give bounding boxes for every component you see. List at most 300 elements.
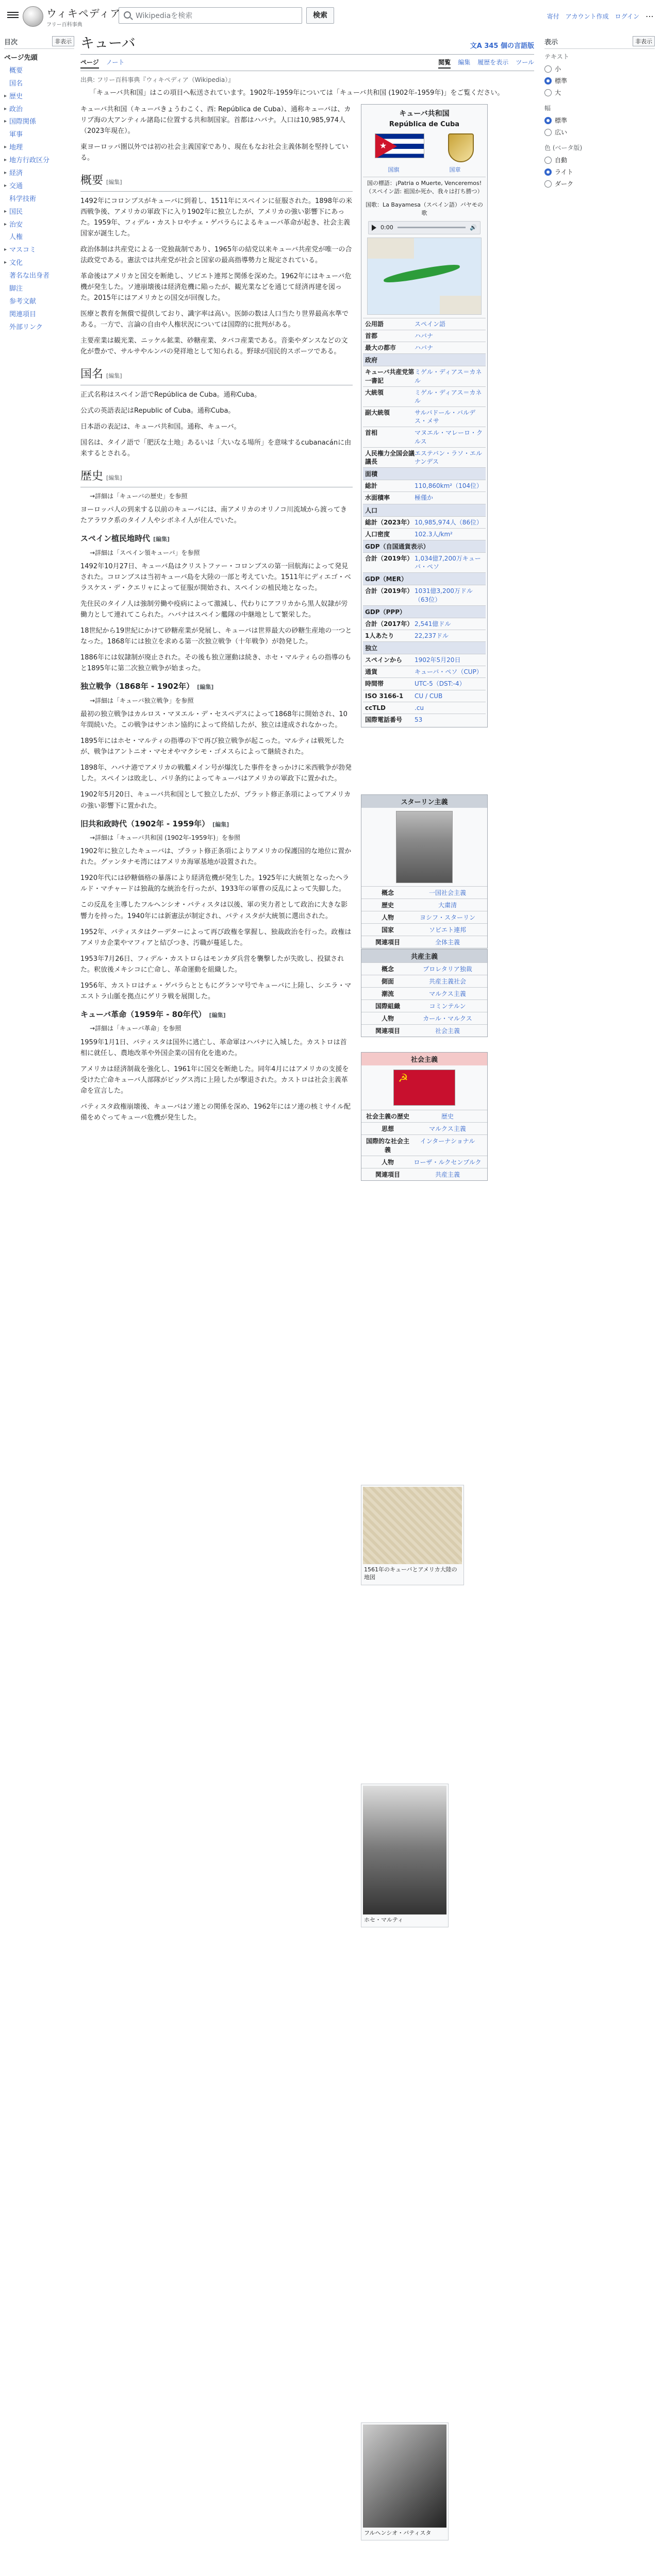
infobox-row (363, 666, 486, 677)
infobox-value[interactable]: 2,541億ドル (415, 620, 451, 628)
infobox-section-header: GDP（MER） (363, 572, 486, 585)
toc-item[interactable] (4, 104, 74, 116)
infobox-value[interactable]: エステバン・ラソ・エルナンデス (415, 449, 483, 466)
width-label: 幅 (544, 105, 551, 112)
radio-button[interactable] (544, 77, 552, 84)
infobox-value[interactable]: 10,985,974人（86位） (415, 518, 483, 526)
country-infobox (361, 104, 488, 727)
navbox-title: 共産主義 (361, 950, 487, 962)
chevron-down-icon[interactable]: ▸ (4, 260, 7, 266)
chevron-down-icon[interactable]: ▸ (4, 170, 7, 176)
hatnote: →詳細は「キューバの歴史」を参照 (90, 492, 188, 500)
infobox-key: スペインから (365, 656, 403, 664)
portrait-image[interactable] (363, 1786, 446, 1914)
red-flag-image[interactable] (393, 1070, 455, 1106)
toc-item-label[interactable]: 国名 (9, 79, 23, 88)
paragraph: 1956年、カストロはチェ・ゲバラらとともにグランマ号でキューバに上陸し、シエラ・マエストラ山脈を拠点にゲリラ戦を展開した。 (80, 981, 352, 1001)
appearance-hide-button[interactable]: 非表示 (633, 36, 655, 46)
infobox-key: 大統領 (365, 388, 384, 396)
subsection-heading (80, 818, 353, 830)
toc-item[interactable] (4, 91, 74, 104)
navbox-value[interactable]: マルクス主義 (429, 1125, 466, 1132)
radio-button[interactable] (544, 157, 552, 164)
navbox-value[interactable]: 一国社会主義 (428, 889, 466, 896)
toc-item-label[interactable]: 著名な出身者 (9, 272, 50, 280)
infobox-row (363, 342, 486, 353)
navbox-value[interactable]: マルクス主義 (429, 990, 466, 997)
article-body (80, 104, 353, 1123)
toc-item-label[interactable]: 治安 (9, 221, 23, 229)
main-menu-icon[interactable] (7, 10, 19, 20)
navbox-key: 社会主義の歴史 (366, 1112, 409, 1120)
radio-button[interactable] (544, 117, 552, 124)
page-title: キューバ (80, 36, 136, 52)
infobox-value[interactable]: マヌエル・マレーロ・クルス (415, 429, 483, 445)
infobox-key: 合計（2019年） (365, 554, 413, 562)
toc-item-label[interactable]: 地方行政区分 (9, 157, 50, 165)
radio-button[interactable] (544, 129, 552, 136)
paragraph: 主要産業は観光業、ニッケル鉱業、砂糖産業、タバコ産業である。音楽やダンスなどの文化が豊かで、サルサやルンバの発祥地として知られる。野球が国民的スポーツである。 (80, 337, 348, 356)
color-option[interactable] (544, 154, 655, 166)
paragraph: 1952年、バティスタはクーデターによって再び政権を掌握し、独裁政治を行った。政権はアメリカ企業やマフィアと結びつき、汚職が蔓延した。 (80, 928, 352, 947)
subsection-title: 独立戦争（1868年 - 1902年） (80, 682, 194, 691)
toc-item-label[interactable]: 軍事 (9, 131, 23, 139)
national-motto: 国の標語：¡Patria o Muerte, Venceremos!（スペイン語: 祖国か死か、我々は打ち勝つ） (363, 177, 486, 198)
infobox-row (363, 480, 486, 492)
translate-icon: 文A (470, 42, 485, 50)
navbox-title: 社会主義 (361, 1053, 487, 1065)
infobox-value[interactable]: キューバ・ペソ（CUP） (415, 668, 483, 676)
navbox-key: 関連項目 (375, 938, 400, 946)
toc-item[interactable] (4, 155, 74, 167)
edit-link[interactable]: [編集] (106, 372, 122, 380)
toc-item[interactable] (4, 180, 74, 193)
infobox-value[interactable]: CU / CUB (415, 692, 443, 700)
hatnote: →詳細は「キューバ共和国 (1902年-1959年)」を参照 (90, 834, 241, 841)
infobox-section-header: GDP（PPP） (363, 605, 486, 618)
edit-link[interactable]: [編集] (197, 684, 214, 691)
radio-label: 標準 (555, 117, 568, 124)
radio-button[interactable] (544, 180, 552, 188)
infobox-key: 合計（2019年） (365, 587, 413, 595)
navbox-key: 関連項目 (375, 1171, 400, 1178)
paragraph: 1886年には奴隷制が廃止された。その後も独立運動は続き、ホセ・マルティらの指導のもと1895年に第二次独立戦争が始まった。 (80, 654, 352, 673)
toc-item-label[interactable]: 交通 (9, 182, 23, 190)
navbox-row (361, 999, 487, 1012)
coat-of-arms-image[interactable] (448, 133, 474, 162)
create-account-link[interactable]: アカウント作成 (565, 13, 609, 20)
navbox-value[interactable]: インターナショナル (420, 1137, 475, 1145)
infobox-key: 1人あたり (365, 632, 394, 639)
infobox-value[interactable]: .cu (415, 704, 424, 711)
socialism-navbox (361, 1052, 488, 1181)
subsection-heading (80, 532, 353, 545)
source-line: 出典: フリー百科事典『ウィキペディア（Wikipedia）』 (80, 76, 235, 83)
toc-item[interactable] (4, 219, 74, 232)
language-button[interactable]: 文A 345 個の言語版 (470, 42, 534, 50)
toc-hide-button[interactable]: 非表示 (52, 36, 74, 46)
infobox-section-header: 人口 (363, 504, 486, 516)
site-logo[interactable] (23, 5, 121, 28)
infobox-value[interactable]: ミゲル・ディアス＝カネル (415, 388, 482, 404)
toc-item[interactable] (4, 283, 74, 296)
infobox-row (363, 406, 486, 427)
infobox-value[interactable]: ハバナ (415, 332, 434, 340)
image-caption: フルヘンシオ・バティスタ (364, 2529, 432, 2536)
navbox-key: 概念 (381, 889, 394, 896)
tab-page[interactable]: ページ (80, 58, 99, 69)
text-option[interactable] (544, 63, 655, 75)
navbox-key: 人物 (381, 1014, 394, 1022)
user-links (547, 11, 654, 21)
logo-subtitle: フリー百科事典 (46, 22, 82, 28)
radio-button[interactable] (544, 168, 552, 176)
infobox-value[interactable]: スペイン語 (415, 320, 446, 328)
radio-label: 自動 (555, 157, 568, 164)
infobox-row (363, 714, 486, 725)
table-of-contents (4, 34, 74, 334)
hatnote: →詳細は「キューバ革命」を参照 (90, 1025, 181, 1032)
navbox-value[interactable]: 歴史 (441, 1112, 454, 1120)
search-icon (124, 11, 131, 19)
chevron-down-icon[interactable]: ▸ (4, 247, 7, 253)
infobox-key: 時間帯 (365, 680, 384, 688)
radio-label: 標準 (555, 77, 568, 84)
audio-progress-bar[interactable] (398, 227, 466, 228)
paragraph: 先住民のタイノ人は強制労働や疫病によって激減し、代わりにアフリカから黒人奴隷が労働力として連れてこられた。ハバナはスペイン艦隊の中継地として繁栄した。 (80, 600, 348, 619)
infobox-value[interactable]: 1,034億7,200万キューバ・ペソ (415, 554, 481, 571)
play-icon[interactable] (372, 225, 376, 231)
navbox-key: 国際組織 (375, 1002, 400, 1010)
navbox-key: 歴史 (381, 901, 394, 909)
infobox-row (363, 330, 486, 342)
subsection-title: 旧共和政時代（1902年 - 1959年） (80, 819, 210, 828)
volume-icon[interactable]: 🔊 (470, 224, 477, 231)
search-placeholder: Wikipediaを検索 (136, 12, 193, 20)
navbox-row (361, 1122, 487, 1134)
paragraph: この反乱を主導したフルヘンシオ・バティスタは以後、軍の実力者として政治に大きな影響力を持った。1940年には新憲法が制定され、バティスタが大統領に選出された。 (80, 901, 348, 920)
navbox-value[interactable]: コミンテルン (429, 1002, 466, 1010)
toc-item-label[interactable]: 地理 (9, 144, 23, 152)
navbox-key: 人物 (381, 1158, 394, 1166)
map-image[interactable] (363, 1487, 462, 1564)
tab-tools[interactable]: ツール (516, 59, 534, 66)
infobox-row (363, 516, 486, 528)
appearance-panel (544, 34, 655, 195)
navbox-value[interactable]: 全体主義 (435, 938, 460, 946)
infobox-key: 首都 (365, 332, 378, 340)
chevron-down-icon[interactable]: ▸ (4, 157, 7, 163)
navbox-value[interactable]: 社会主義 (435, 1027, 460, 1035)
image-caption: ホセ・マルティ (364, 1916, 404, 1923)
audio-time: 0:00 (380, 224, 393, 231)
navbox-key: 国家 (381, 926, 394, 934)
edit-link[interactable]: [編集] (106, 474, 122, 482)
paragraph: 1492年10月27日、キューバ島はクリストファー・コロンブスの第一回航海によって発見された。コロンブスは当初キューバ島を大陸の一部と考えていた。1511年にディエゴ・ベラスケス・デ・クエリャによって征服が開始され、スペインの植民地となった。 (80, 563, 351, 592)
toc-item[interactable] (4, 142, 74, 155)
lead-paragraph: キューバ共和国（キューバきょうわこく、西: República de Cuba）、通称キューバは、カリブ海の大アンティル諸島に位置する共和制国家。首都はハバナ。人口は10,985,974人（2023年現在）。 (80, 105, 351, 135)
infobox-section-header: 政府 (363, 353, 486, 366)
infobox-key: ccTLD (365, 704, 386, 711)
flag-caption[interactable]: 国旗 (388, 166, 400, 173)
infobox-row (363, 447, 486, 467)
tab-history[interactable]: 履歴を表示 (477, 59, 509, 66)
infobox-key: 副大統領 (365, 409, 390, 417)
infobox-key: 人民権力全国会議議長 (365, 449, 415, 466)
toc-item-label[interactable]: マスコミ (9, 246, 37, 255)
paragraph: 18世紀から19世紀にかけて砂糖産業が発展し、キューバは世界最大の砂糖生産地の一つとなった。1868年には独立を求める第一次独立戦争（十年戦争）が勃発した。 (80, 627, 352, 646)
infobox-subtitle: República de Cuba (389, 120, 460, 128)
chevron-down-icon[interactable]: ▸ (4, 93, 7, 99)
toc-item[interactable] (4, 52, 74, 65)
subsection-title: キューバ革命（1959年 - 80年代） (80, 1009, 206, 1019)
infobox-row (363, 690, 486, 702)
infobox-row (363, 366, 486, 386)
paragraph: 政治体制は共産党による一党独裁制であり、1965年の結党以来キューバ共産党が唯一の合法政党である。憲法では共産党が社会と国家の最高指導勢力と規定されている。 (80, 245, 352, 264)
navbox-key: 関連項目 (375, 1027, 400, 1035)
toc-item-label[interactable]: 国際関係 (9, 118, 37, 126)
paragraph: 公式の英語表記はRepublic of Cuba。通称Cuba。 (80, 406, 235, 415)
paragraph: 1902年に独立したキューバは、プラット修正条項によりアメリカの保護国的な地位に置かれた。グァンタナモ湾にはアメリカ海軍基地が設置された。 (80, 848, 352, 867)
wikipedia-globe-icon (23, 6, 43, 27)
toc-item[interactable] (4, 78, 74, 91)
toc-item-label[interactable]: 関連項目 (9, 310, 37, 318)
radio-label: ダーク (555, 180, 574, 188)
infobox-row (363, 427, 486, 447)
infobox-key: 国際電話番号 (365, 716, 403, 724)
paragraph: 最初の独立戦争はカルロス・マヌエル・デ・セスペデスによって1868年に開始され、10年間続いた。この戦争はサンホン協約によって終結したが、独立は達成されなかった。 (80, 710, 347, 730)
navbox-row (361, 1134, 487, 1156)
stalinism-navbox (361, 794, 488, 948)
infobox-row (363, 492, 486, 503)
section-heading-name: 国名 [編集] (80, 365, 353, 385)
infobox-key: 首相 (365, 429, 378, 437)
section-heading-history: 歴史 [編集] (80, 467, 353, 487)
chevron-down-icon[interactable]: ▸ (4, 221, 7, 227)
hatnote: →詳細は「スペイン領キューバ」を参照 (90, 549, 200, 556)
infobox-value[interactable]: 53 (415, 716, 423, 724)
infobox-value[interactable]: 110,860km²（104位） (415, 482, 483, 490)
toc-item[interactable] (4, 296, 74, 309)
infobox-value[interactable]: ミゲル・ディアス＝カネル (415, 368, 482, 384)
navbox-value[interactable]: 共産主義 (435, 1171, 460, 1178)
toc-item[interactable] (4, 244, 74, 257)
infobox-key: 人口密度 (365, 530, 390, 538)
subsection-title: スペイン植民地時代 (80, 534, 151, 544)
toc-item[interactable] (4, 270, 74, 283)
infobox-row (363, 618, 486, 630)
infobox-key: 総計（2023年） (365, 518, 413, 526)
search-input[interactable] (119, 7, 302, 24)
infobox-value[interactable]: サルバドール・バルデス・メサ (415, 409, 476, 425)
donate-link[interactable]: 寄付 (547, 13, 559, 20)
toc-item[interactable] (4, 193, 74, 206)
navbox-value[interactable]: ソビエト連邦 (428, 926, 466, 934)
infobox-title: キューバ共和国 (399, 109, 450, 118)
infobox-value[interactable]: 102.3人/km² (415, 530, 453, 538)
infobox-section-header: 独立 (363, 641, 486, 654)
infobox-value[interactable]: 極僅か (415, 494, 434, 502)
toc-heading: 目次 (4, 38, 18, 46)
search-button[interactable]: 検索 (306, 7, 334, 24)
toc-item[interactable] (4, 257, 74, 270)
navbox-value[interactable]: 共産主義社会 (428, 977, 466, 985)
infobox-key: 水面積率 (365, 494, 390, 502)
infobox-value[interactable]: 1031億3,200万ドル（63位） (415, 587, 473, 603)
navbox-value[interactable]: ローザ・ルクセンブルク (413, 1158, 482, 1166)
edit-link[interactable]: [編集] (106, 179, 122, 186)
radio-label: ライト (555, 168, 573, 176)
toc-item[interactable] (4, 116, 74, 129)
infobox-key: ISO 3166-1 (365, 692, 404, 700)
tab-talk[interactable]: ノート (106, 59, 125, 66)
infobox-row (363, 654, 486, 666)
infobox-row (363, 677, 486, 689)
coat-caption[interactable]: 国章 (449, 166, 461, 173)
chevron-down-icon[interactable]: ▸ (4, 106, 7, 112)
toc-item-label[interactable]: 参考文献 (9, 297, 37, 306)
navbox-row (361, 923, 487, 936)
chevron-down-icon[interactable]: ▸ (4, 182, 7, 189)
image-thumbnail (361, 2422, 449, 2540)
article (80, 32, 534, 2536)
tab-read[interactable]: 閲覧 (438, 58, 451, 69)
toc-item-label[interactable]: 政治 (9, 105, 23, 113)
paragraph: 日本語の表記は、キューバ共和国。通称、キューバ。 (80, 422, 241, 431)
width-option[interactable] (544, 126, 655, 138)
anthem-audio-player[interactable] (368, 221, 481, 234)
width-option[interactable] (544, 114, 655, 126)
infobox-row (363, 318, 486, 330)
toc-item[interactable] (4, 321, 74, 334)
toc-item[interactable] (4, 129, 74, 142)
navbox-value[interactable]: 大粛清 (438, 901, 457, 909)
radio-label: 広い (555, 129, 568, 136)
more-options-icon[interactable]: ⋯ (646, 11, 654, 21)
toc-item-label[interactable]: 概要 (9, 66, 23, 75)
infobox-row (363, 386, 486, 406)
navbox-row (361, 987, 487, 999)
chevron-down-icon[interactable]: ▸ (4, 144, 7, 150)
image-thumbnail (361, 1784, 449, 1927)
radio-button[interactable] (544, 65, 552, 73)
toc-item-label[interactable]: 歴史 (9, 92, 23, 100)
toc-item[interactable] (4, 309, 74, 321)
radio-button[interactable] (544, 89, 552, 96)
paragraph: 1902年5月20日、キューバ共和国として独立したが、プラット修正条項によってアメリカの強い影響下に置かれた。 (80, 791, 351, 810)
navbox-key: 思想 (381, 1125, 394, 1132)
subsection-heading (80, 1008, 353, 1021)
infobox-key: 公用語 (365, 320, 384, 328)
toc-item-label[interactable]: 外部リンク (9, 323, 43, 331)
paragraph: 1920年代には砂糖価格の暴落により経済危機が発生した。1925年に大統領となったヘラルド・マチャードは独裁的な統治を行ったが、1933年の軍曹の反乱によって失脚した。 (80, 874, 350, 893)
paragraph: 1895年にはホセ・マルティの指導の下で再び独立戦争が起こった。マルティは戦死したが、戦争はアントニオ・マセオやマクシモ・ゴメスらによって継続された。 (80, 737, 344, 756)
color-option[interactable] (544, 166, 655, 178)
navbox-row (361, 1168, 487, 1180)
navbox-row (361, 975, 487, 987)
navbox-value[interactable]: ヨシフ・スターリン (419, 913, 475, 921)
hatnote: →詳細は「キューバ独立戦争」を参照 (90, 697, 194, 704)
infobox-row (363, 630, 486, 641)
navbox-row (361, 1156, 487, 1168)
toc-item-label[interactable]: 文化 (9, 259, 23, 267)
infobox-key: 最大の都市 (365, 344, 396, 352)
toc-item-label[interactable]: 経済 (9, 170, 23, 178)
navbox-key: 側面 (381, 977, 394, 985)
infobox-value[interactable]: 22,237ドル (415, 632, 449, 639)
navbox-value[interactable]: プロレタリア独裁 (423, 965, 472, 973)
communism-navbox (361, 949, 488, 1037)
infobox-value[interactable]: ハバナ (415, 344, 434, 352)
toc-item-label[interactable]: ページ先頭 (4, 54, 38, 62)
chevron-down-icon[interactable]: ▸ (4, 208, 7, 214)
lead-paragraph: 東ヨーロッパ圏以外では初の社会主義国家であり、現在もなお社会主義体制を堅持している。 (80, 143, 349, 162)
hatnote: 「キューバ共和国」はこの項目へ転送されています。1902年-1959年については「キューバ共和国 (1902年-1959年)」をご覧ください。 (90, 89, 504, 97)
color-option[interactable] (544, 178, 655, 190)
edit-link[interactable]: [編集] (209, 1011, 226, 1019)
toc-item[interactable] (4, 65, 74, 78)
infobox-key: キューバ共産党第一書記 (365, 368, 415, 384)
navbox-value[interactable]: カール・マルクス (423, 1014, 472, 1022)
infobox-row (363, 702, 486, 714)
toc-item[interactable] (4, 167, 74, 180)
infobox-row (363, 552, 486, 572)
edit-link[interactable]: [編集] (153, 536, 170, 543)
paragraph: 革命後はアメリカと国交を断絶し、ソビエト連邦と関係を深めた。1962年にはキューバ危機が発生した。ソ連崩壊後は経済危機に陥ったが、観光業などを通じて経済再建を図った。2015年にはアメリカとの国交が回復した。 (80, 272, 352, 302)
navbox-key: 潮流 (381, 990, 394, 997)
navbox-row (361, 886, 487, 899)
navbox-title: スターリン主義 (361, 795, 487, 808)
text-option[interactable] (544, 87, 655, 98)
portrait-image[interactable] (396, 811, 453, 883)
infobox-key: 総計 (365, 482, 378, 490)
toc-item[interactable] (4, 231, 74, 244)
infobox-value[interactable]: UTC-5（DST:-4） (415, 680, 466, 688)
location-map[interactable] (367, 238, 482, 315)
paragraph: 医療と教育を無償で提供しており、識字率は高い。医師の数は人口当たり世界最高水準である。一方で、言論の自由や人権状況については国際的に批判がある。 (80, 310, 349, 329)
toc-item-label[interactable]: 国民 (9, 208, 23, 216)
text-option[interactable] (544, 75, 655, 87)
tab-edit[interactable]: 編集 (458, 59, 471, 66)
infobox-value[interactable]: 1902年5月20日 (415, 656, 461, 664)
toc-item[interactable] (4, 206, 74, 219)
toc-item-label[interactable]: 人権 (9, 233, 23, 242)
navbox-row (361, 962, 487, 975)
navbox-row (361, 1024, 487, 1037)
infobox-key: 合計（2017年） (365, 620, 413, 628)
paragraph: 1959年1月1日、バティスタは国外に逃亡し、革命軍はハバナに入城した。カストロは首相に就任し、農地改革や外国企業の国有化を進めた。 (80, 1038, 347, 1057)
navbox-row (361, 911, 487, 923)
section-heading-overview: 概要 [編集] (80, 172, 353, 192)
chevron-down-icon[interactable]: ▸ (4, 118, 7, 125)
toc-item-label[interactable]: 脚注 (9, 285, 23, 293)
edit-link[interactable]: [編集] (212, 821, 229, 828)
navbox-row (361, 1012, 487, 1024)
login-link[interactable]: ログイン (615, 13, 639, 20)
paragraph: 国名は、タイノ語で「肥沃な土地」あるいは「大いなる場所」を意味するcubanacánに由来するとされる。 (80, 439, 352, 458)
paragraph: アメリカは経済制裁を強化し、1961年に国交を断絶した。同年4月にはアメリカの支援を受けた亡命キューバ人部隊がピッグス湾に上陸したが撃退された。カストロは社会主義革命を宣言した。 (80, 1065, 349, 1095)
paragraph: バティスタ政権崩壊後、キューバはソ連との関係を深め、1962年にはソ連の核ミサイル配備をめぐってキューバ危機が発生した。 (80, 1103, 351, 1122)
radio-label: 大 (555, 89, 561, 96)
paragraph: 正式名称はスペイン語でRepública de Cuba。通称Cuba。 (80, 391, 261, 399)
portrait-image[interactable] (363, 2425, 446, 2528)
paragraph: 1492年にコロンブスがキューバに到着し、1511年にスペインに征服された。1898年の米西戦争後、アメリカの軍政下に入り1902年に独立したが、アメリカの強い影響下にあった。1959年、フィデル・カストロやチェ・ゲバラらによるキューバ革命が起き、社会主義国家が誕生した。 (80, 197, 353, 238)
paragraph: 1953年7月26日、フィデル・カストロらはモンカダ兵営を襲撃したが失敗し、投獄された。釈放後メキシコに亡命し、革命運動を組織した。 (80, 955, 344, 974)
toc-item-label[interactable]: 科学技術 (9, 195, 37, 203)
cuba-flag-image[interactable] (375, 133, 424, 158)
navbox-row (361, 1110, 487, 1122)
infobox-section-header: GDP（自国通貨表示） (363, 540, 486, 552)
